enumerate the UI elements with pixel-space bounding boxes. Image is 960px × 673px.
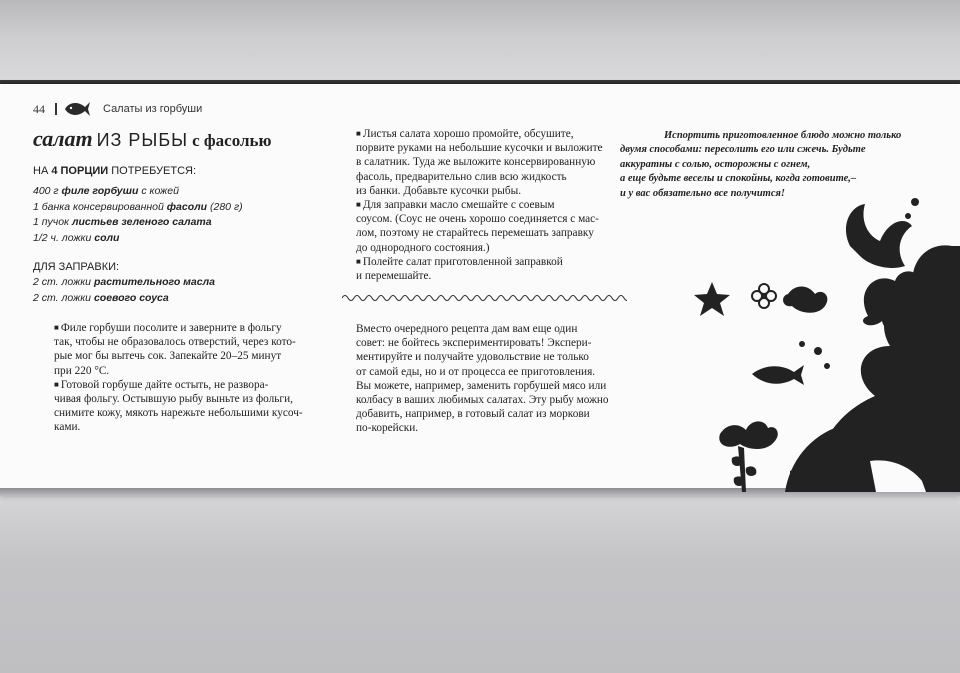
quote-line: а еще будьте веселы и спокойны, когда готовите,–: [620, 173, 857, 185]
tip-quote: [620, 129, 901, 201]
portions-suffix: ПОТРЕБУЕТСЯ:: [108, 165, 197, 177]
portions-heading: [33, 165, 196, 177]
sea-life-silhouette-illustration: [690, 196, 960, 492]
page-number: 44: [33, 101, 45, 116]
section-title: Салаты из горбуши: [103, 103, 203, 115]
title-from-fish: ИЗ РЫБЫ: [96, 130, 189, 150]
dressing-item: 2 ст. ложки растительного масла: [33, 276, 215, 288]
instructions-column-2: [342, 127, 603, 283]
step-5: ■ Полейте салат приготовленной заправкой и перемешайте.: [342, 255, 603, 283]
fish-icon: [63, 99, 91, 119]
quote-line: Испортить приготовленное блюдо можно только: [664, 130, 902, 141]
dressing-list: [33, 275, 215, 306]
portions-count: 4 ПОРЦИИ: [51, 165, 109, 177]
instructions-column-1: [40, 321, 303, 435]
quote-line: и у вас обязательно все получится!: [620, 187, 785, 199]
step-3: ■ Листья салата хорошо промойте, обсушите, порвите руками на небольшие кусочки и выложите в салатник. Туда же выложите консервированную фасоль, предварительно слив всю жидкость из банки. Добавьте кусочки рыбы.: [342, 127, 603, 198]
ingredient-item: 400 г филе горбуши с кожей: [33, 185, 179, 197]
step-4: ■ Для заправки масло смешайте с соевым соусом. (Соус не очень хорошо соединяется с мас- лом, поэтому не старайтесь перемешать заправку до однородного состояния.): [342, 198, 603, 255]
step-1: ■ Филе горбуши посолите и заверните в фольгу так, чтобы не образовалось отверстий, через кото- рые мог бы вытечь сок. Запекайте 20–25 минут при 220 °С.: [40, 321, 303, 378]
quote-line: двумя способами: пересолить его или сжечь. Будьте: [620, 144, 866, 156]
quote-line: аккуратны с солью, осторожны с огнем,: [620, 158, 811, 170]
wavy-divider: [342, 292, 627, 304]
title-word-salad: салат: [33, 126, 93, 151]
ingredients-list: [33, 184, 243, 246]
step-2: ■ Готовой горбуше дайте остыть, не развора- чивая фольгу. Остывшую рыбу выньте из фольги, снимите кожу, мякоть нарежьте небольшими кусоч- ками.: [40, 378, 303, 435]
ingredient-item: 1 банка консервированной фасоли (280 г): [33, 200, 243, 213]
ingredient-item: 1/2 ч. ложки соли: [33, 231, 120, 244]
ingredient-item: 1 пучок листьев зеленого салата: [33, 216, 212, 228]
dressing-heading: ДЛЯ ЗАПРАВКИ:: [33, 261, 120, 273]
title-with-beans: с фасолью: [192, 131, 272, 150]
advice-text: Вместо очередного рецепта дам вам еще один совет: не бойтесь экспериментировать! Экспери- ментируйте и получайте удовольствие не только от самой еды, но и от процесса ее приготовления. Вы можете, например, заменить горбушей мясо или колбасу в ваших любимых салатах. Эту рыбу можно добавить, например, в готовый салат из моркови по-корейски.: [356, 323, 609, 435]
dressing-item: 2 ст. ложки соевого соуса: [33, 291, 169, 304]
portions-prefix: НА: [33, 165, 52, 177]
advice-paragraph: [342, 322, 609, 436]
page-header: [33, 101, 202, 117]
recipe-title: [33, 126, 272, 152]
header-divider: [55, 103, 57, 115]
